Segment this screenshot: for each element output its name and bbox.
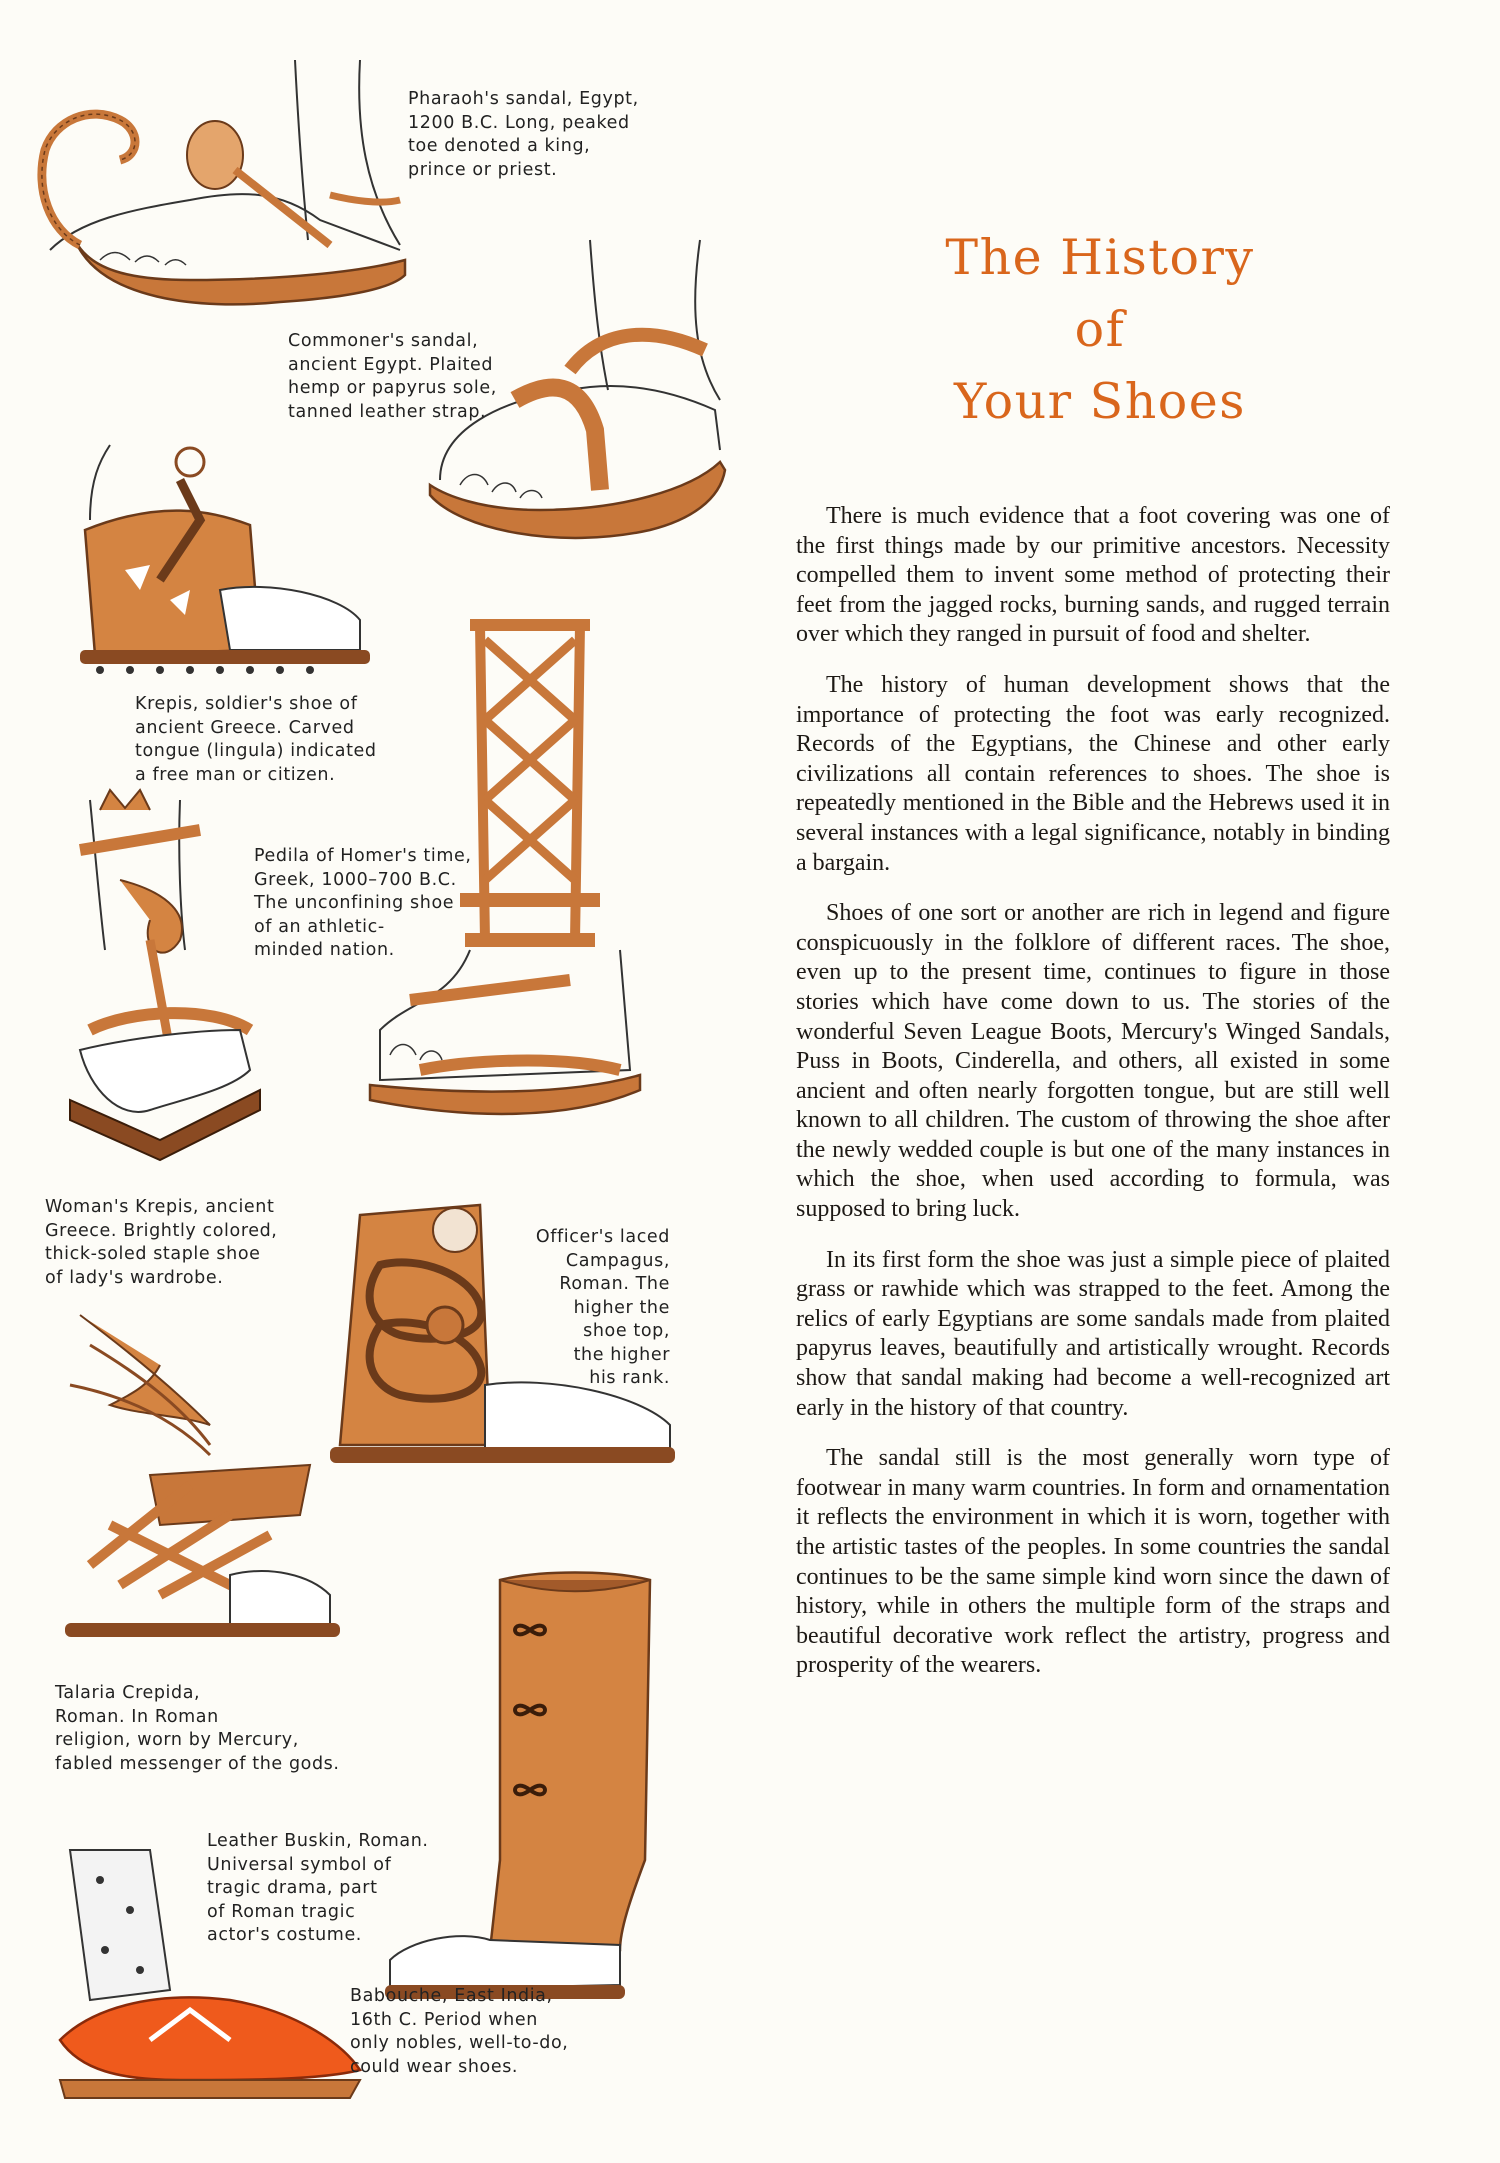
- krepis-illustration: [70, 440, 380, 680]
- caption-commoner: Commoner's sandal, ancient Egypt. Plaited hemp or papyrus sole, tanned leather strap.: [288, 331, 497, 422]
- paragraph-4: In its first form the shoe was just a simple piece of plaited grass or rawhide which was strapped to the feet. Among the relics of early Egyptians are some sandals made from plaited papyrus leaves, beautifully and artistically wrought. Records show that sandal making had become a well-recognized art early in the history of that country.: [796, 1246, 1390, 1421]
- caption-woman-krepis: Woman's Krepis, ancient Greece. Brightly colored, thick-soled staple shoe of lady's wardrobe.: [45, 1197, 278, 1288]
- paragraph-2: The history of human development shows that the importance of protecting the foot was early recognized. Records of the Egyptians, the Chinese and other early civilizations all contain references to shoes. The shoe is repeatedly mentioned in the Bible and the Hebrews used it in several instances with a legal significance, notably in binding a bargain.: [796, 671, 1390, 876]
- article-body: [796, 502, 1390, 1702]
- caption-talaria: Talaria Crepida, Roman. In Roman religion, worn by Mercury, fabled messenger of the gods.: [55, 1683, 340, 1774]
- caption-babouche: Babouche, East India, 16th C. Period when only nobles, well-to-do, could wear shoes.: [350, 1986, 569, 2077]
- caption-krepis: Krepis, soldier's shoe of ancient Greece. Carved tongue (lingula) indicated a free man or citizen.: [135, 694, 377, 785]
- paragraph-1: There is much evidence that a foot covering was one of the first things made by our primitive ancestors. Necessity compelled them to invent some method of protecting their feet from the jagged rocks, burning sands, and rugged terrain over which they ranged in pursuit of food and shelter.: [796, 503, 1390, 648]
- caption-pedila: Pedila of Homer's time, Greek, 1000–700 B.C. The unconfining shoe of an athletic- minded nation.: [254, 846, 472, 960]
- talaria-illustration: [50, 1305, 350, 1685]
- woman-krepis-illustration: [50, 790, 280, 1170]
- paragraph-3: Shoes of one sort or another are rich in legend and figure conspicuously in the folklore of different races. The shoe, even up to the present time, continues to figure in those stories which have come down to us. The stories of the wonderful Seven League Boots, Mercury's Winged Sandals, Puss in Boots, Cinderella, and others, all existed in some ancient and often nearly forgotten tongue, but are still well known to all children. The custom of throwing the shoe after the newly wedded couple is but one of the many instances in which the shoe, when used according to formula, was supposed to bring luck.: [796, 900, 1390, 1223]
- caption-officer: Officer's laced Campagus, Roman. The higher the shoe top, the higher his rank.: [535, 1227, 670, 1388]
- title-line-2: of: [1074, 301, 1126, 358]
- caption-buskin: Leather Buskin, Roman. Universal symbol of tragic drama, part of Roman tragic actor's costume.: [207, 1831, 429, 1945]
- pharaoh-sandal-illustration: [20, 40, 420, 330]
- paragraph-5: The sandal still is the most generally worn type of footwear in many warm countries. In form and ornamentation it reflects the environment in which it is worn, together with the artistic tastes of the peoples. In some countries the sandal continues to be the same simple kind worn since the dawn of history, while in others the multiple form of the straps and beautiful decorative work reflect the artistry, progress and prosperity of the wearers.: [796, 1445, 1390, 1679]
- buskin-illustration: [380, 1560, 700, 2020]
- caption-pharaoh: Pharaoh's sandal, Egypt, 1200 B.C. Long, peaked toe denoted a king, prince or priest.: [408, 89, 639, 180]
- title-line-1: The History: [945, 229, 1255, 286]
- page-title: [840, 222, 1360, 438]
- title-line-3: Your Shoes: [954, 373, 1246, 430]
